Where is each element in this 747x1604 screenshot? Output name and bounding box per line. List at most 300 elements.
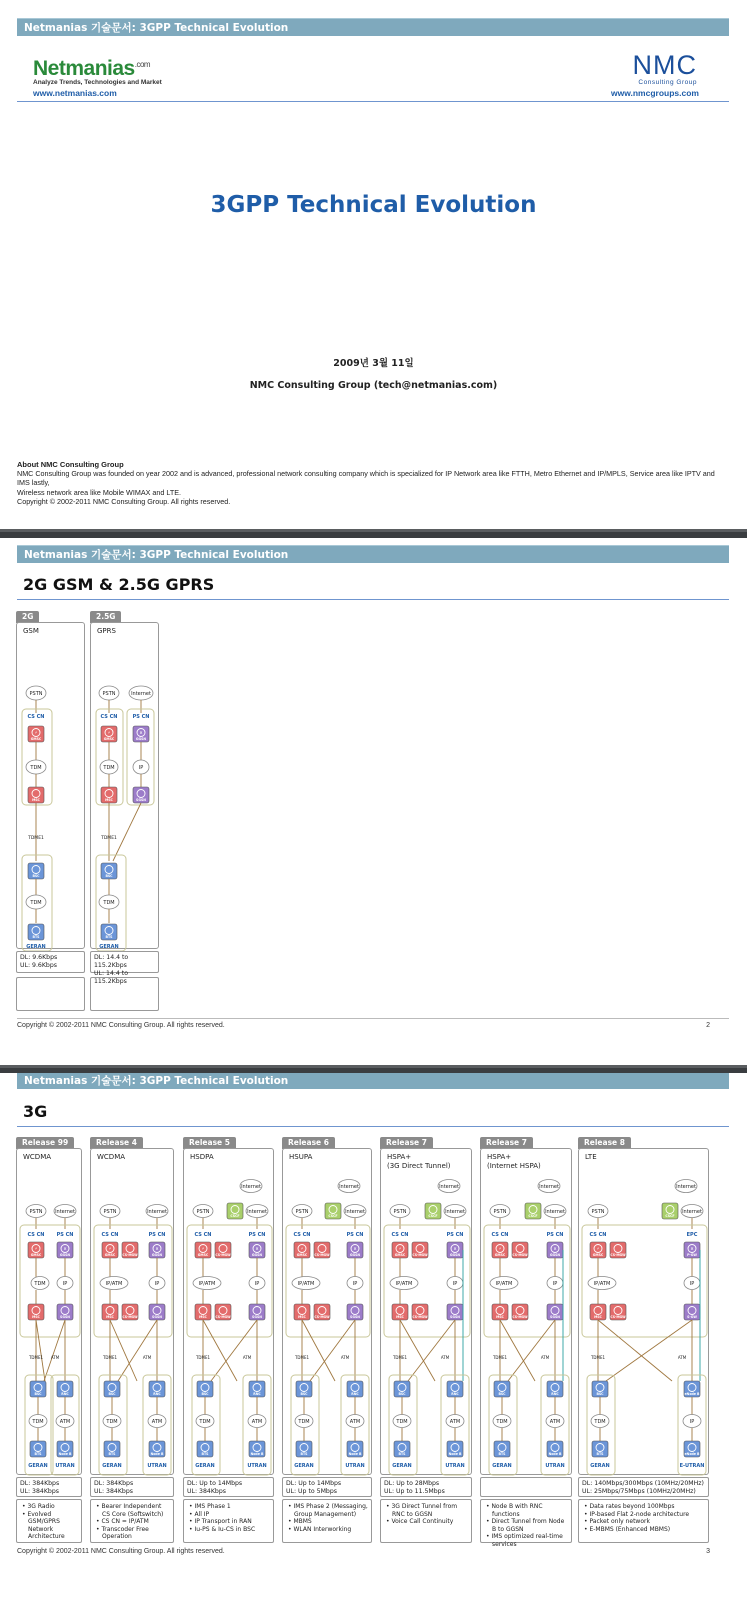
rnc-label: RNC xyxy=(253,1392,261,1396)
atm-cloud-label: ATM xyxy=(549,1419,561,1425)
feature-item: • Packet only network xyxy=(584,1518,650,1526)
header-bar: Netmanias 기술문서: 3GPP Technical Evolution xyxy=(17,1073,729,1089)
gmsc-mark: ⚡ xyxy=(34,1245,38,1251)
ggsn-label: GGSN xyxy=(251,1253,263,1257)
internet-label: Internet xyxy=(345,1209,365,1215)
ip-cloud-label: IP xyxy=(254,1281,260,1287)
gmsc-mark: ⚡ xyxy=(300,1245,304,1251)
geran-label: GERAN xyxy=(492,1463,512,1469)
cs-mgw-2-label: CS-MGW xyxy=(610,1315,626,1319)
bsc-label: BSC xyxy=(398,1392,406,1396)
technology-name: GSM xyxy=(23,627,39,635)
cs-mgw-2-label: CS-MGW xyxy=(314,1315,330,1319)
ggsn-mark: × xyxy=(553,1245,557,1251)
bsc-label: BSC xyxy=(32,874,40,878)
technology-name-line-2: (Internet HSPA) xyxy=(487,1162,541,1170)
utran-label: UTRAN xyxy=(55,1463,75,1469)
atm-cloud-label: ATM xyxy=(349,1419,361,1425)
transport-label: TDME1 xyxy=(590,1355,606,1360)
feature-item: • 3G Radio xyxy=(22,1503,55,1510)
cs-mgw-label: CS-MGW xyxy=(215,1253,231,1257)
page-gap xyxy=(0,1065,747,1068)
rnc-label: RNC xyxy=(351,1392,359,1396)
downlink-speed: DL: 384Kbps xyxy=(94,1480,134,1487)
feature-item: • Evolved GSM/GPRS Network Architecture xyxy=(22,1510,65,1541)
internet-ims-label: Internet xyxy=(439,1184,459,1190)
technology-name-line-1: WCDMA xyxy=(97,1153,126,1161)
link xyxy=(302,1320,335,1381)
sgsn-label: SGSN xyxy=(136,798,146,802)
release-column xyxy=(282,1137,372,1543)
logo-suffix: .com xyxy=(134,60,151,69)
about-line-2: Wireless network area like Mobile WIMAX and LTE. xyxy=(17,487,182,497)
ps-core-label: PS CN xyxy=(148,1232,166,1238)
diagram-panel xyxy=(16,1148,82,1475)
bsc-label: BSC xyxy=(498,1392,506,1396)
geran-label: GERAN xyxy=(392,1463,412,1469)
tdm-cloud-label: TDM xyxy=(106,1419,118,1425)
footer-copyright: Copyright © 2002-2011 NMC Consulting Group. All rights reserved. xyxy=(17,1022,225,1029)
cs-core-label: CS CN xyxy=(589,1232,607,1238)
about-copyright: Copyright © 2002-2011 NMC Consulting Group. All rights reserved. xyxy=(17,496,231,506)
downlink-speed: DL: Up to 14Mbps xyxy=(286,1480,342,1487)
gmsc-label: GMSC xyxy=(30,1253,42,1257)
internet-label: Internet xyxy=(445,1209,465,1215)
ip-cloud-label: IP xyxy=(689,1281,695,1287)
release-tab: Release 7 xyxy=(380,1137,433,1149)
cs-mgw-2-label: CS-MGW xyxy=(512,1315,528,1319)
bsc-label: BSC xyxy=(108,1392,116,1396)
ggsn-label: GGSN xyxy=(135,737,147,741)
diagram-panel xyxy=(90,1148,174,1475)
sgsn-label: SGSN xyxy=(60,1315,70,1319)
pstn-label: PSTN xyxy=(102,691,116,697)
link xyxy=(113,803,141,861)
gmsc-mark: ⚡ xyxy=(596,1245,600,1251)
release-column xyxy=(380,1137,472,1543)
release-tab: Release 99 xyxy=(16,1137,74,1149)
speed-box xyxy=(16,1477,82,1497)
msc-label: MSC xyxy=(32,1315,40,1319)
cs-mgw-2-label: CS-MGW xyxy=(412,1315,428,1319)
downlink-speed: DL: 140Mbps/300Mbps (10MHz/20MHz) xyxy=(582,1480,704,1487)
cs-mgw-label: CS-MGW xyxy=(412,1253,428,1257)
ggsn-label: GGSN xyxy=(349,1253,361,1257)
link xyxy=(211,1320,257,1381)
release-column xyxy=(183,1137,274,1543)
gmsc-mark: ⚡ xyxy=(498,1245,502,1251)
ggsn-label: P-GW xyxy=(687,1253,697,1257)
ggsn-mark: × xyxy=(63,1245,67,1251)
about-title: About NMC Consulting Group xyxy=(17,460,124,469)
release-tab: Release 8 xyxy=(578,1137,631,1149)
feature-box xyxy=(90,977,159,1011)
transport-label-2: ATM xyxy=(677,1355,687,1360)
cscf-label: CSCF xyxy=(230,1214,240,1218)
bts-label: BTS xyxy=(108,1452,116,1456)
atm-cloud-label: ATM xyxy=(449,1419,461,1425)
cs-transport-label: IP/ATM xyxy=(495,1281,513,1287)
msc-label: MSC xyxy=(32,798,40,802)
internet-ims-label: Internet xyxy=(339,1184,359,1190)
tdm-cloud-2-label: TDM xyxy=(30,900,42,906)
transport-label-2: ATM xyxy=(242,1355,252,1360)
internet-label: Internet xyxy=(147,1209,167,1215)
nmc-url[interactable]: www.nmcgroups.com xyxy=(610,88,699,98)
pstn-label: PSTN xyxy=(196,1209,210,1215)
utran-label: E-UTRAN xyxy=(679,1463,705,1469)
feature-item: • MBMS xyxy=(288,1518,312,1526)
downlink-speed: DL: Up to 14Mbps xyxy=(187,1480,243,1487)
utran-label: UTRAN xyxy=(247,1463,267,1469)
gmsc-mark: ⚡ xyxy=(398,1245,402,1251)
bsc-label: BSC xyxy=(201,1392,209,1396)
pstn-label: PSTN xyxy=(295,1209,309,1215)
ps-core-label: PS CN xyxy=(446,1232,464,1238)
cs-mgw-label: CS-MGW xyxy=(512,1253,528,1257)
link xyxy=(400,1320,435,1381)
uplink-speed: UL: 384Kbps xyxy=(20,1488,59,1495)
sgsn-label: SGSN xyxy=(550,1315,560,1319)
feature-box xyxy=(282,1499,372,1543)
feature-item: • IP Transport in RAN xyxy=(189,1518,252,1526)
cs-transport-label: IP/ATM xyxy=(297,1281,315,1287)
feature-item: • IMS optimized real-time services xyxy=(486,1533,563,1548)
cscf-label: CSCF xyxy=(528,1214,538,1218)
header-bar: Netmanias 기술문서: 3GPP Technical Evolution xyxy=(17,545,729,563)
feature-item: • Voice Call Continuity xyxy=(386,1518,454,1526)
utran-label: UTRAN xyxy=(147,1463,167,1469)
technology-name: GPRS xyxy=(97,627,116,635)
gmsc-mark: ⚡ xyxy=(34,729,38,735)
logo-tagline: Analyze Trends, Technologies and Market xyxy=(33,79,162,86)
diagram-panel xyxy=(90,622,159,949)
uplink-speed: UL: Up to 11.5Mbps xyxy=(384,1488,445,1495)
ip-cloud-label: IP xyxy=(62,1281,68,1287)
feature-box xyxy=(480,1499,572,1548)
cs-core-label: CS CN xyxy=(194,1232,212,1238)
tdm-cloud-label: TDM xyxy=(298,1419,310,1425)
bts-label: BTS xyxy=(105,935,113,939)
ps-core-label: PS CN xyxy=(132,714,150,720)
geran-label: GERAN xyxy=(195,1463,215,1469)
atm-cloud-label: ATM xyxy=(151,1419,163,1425)
about-line-1: NMC Consulting Group was founded on year 2002 and is advanced, professional network consulting company which is specialized for IP Network area like FTTH, Metro Ethernet and IP/MPLS, Service area like IPTV and IMS lastly, xyxy=(17,469,715,488)
feature-box xyxy=(90,1499,174,1543)
technology-name-line-2: (3G Direct Tunnel) xyxy=(387,1162,451,1170)
internet-ims-label: Internet xyxy=(539,1184,559,1190)
gmsc-label: GMSC xyxy=(296,1253,308,1257)
feature-box xyxy=(16,1499,82,1543)
ran-label: GERAN xyxy=(26,944,46,950)
speed-box xyxy=(90,951,159,985)
internet-label: Internet xyxy=(131,691,151,697)
cs-transport-label: IP/ATM xyxy=(198,1281,216,1287)
uplink-speed: UL: Up to 5Mbps xyxy=(286,1488,337,1495)
link xyxy=(310,1320,355,1381)
speed-box xyxy=(282,1477,372,1497)
geran-label: GERAN xyxy=(102,1463,122,1469)
uplink-speed: UL: 14.4 to 115.2Kbps xyxy=(94,970,128,985)
network-diagram xyxy=(91,623,161,963)
transport-label-2: ATM xyxy=(440,1355,450,1360)
cs-mgw-label: CS-MGW xyxy=(610,1253,626,1257)
feature-box xyxy=(380,1499,472,1543)
transport-label: TDME1 xyxy=(294,1355,310,1360)
release-column xyxy=(90,1137,174,1543)
bts-label: BTS xyxy=(201,1452,209,1456)
transport-label: TDME1 xyxy=(195,1355,211,1360)
feature-box xyxy=(578,1499,709,1543)
divider xyxy=(17,101,729,102)
ip-cloud-label: IP xyxy=(154,1281,160,1287)
cs-mgw-2-label: CS-MGW xyxy=(215,1315,231,1319)
cs-core-label: CS CN xyxy=(27,1232,45,1238)
page-3 xyxy=(0,1073,747,1604)
tdm-cloud-2-label: TDM xyxy=(103,900,115,906)
netmanias-logo xyxy=(33,57,162,86)
uplink-speed: UL: 9.6Kbps xyxy=(20,962,58,969)
cs-transport-label: IP/ATM xyxy=(593,1281,611,1287)
node-b-label: Node B xyxy=(150,1452,164,1456)
atm-cloud-label: IP xyxy=(689,1419,695,1425)
generation-tab: 2G xyxy=(16,611,39,623)
sgsn-label: SGSN xyxy=(450,1315,460,1319)
sgsn-label: S-GW xyxy=(687,1315,697,1319)
transport-label-2: ATM xyxy=(142,1355,152,1360)
network-diagram xyxy=(381,1149,473,1485)
cs-mgw-label: CS-MGW xyxy=(122,1253,138,1257)
gmsc-label: GMSC xyxy=(30,737,42,741)
network-diagram xyxy=(283,1149,373,1485)
bts-label: BTS xyxy=(34,1452,42,1456)
msc-label: MSC xyxy=(396,1315,404,1319)
ps-core-label: PS CN xyxy=(56,1232,74,1238)
technology-name-line-1: HSDPA xyxy=(190,1153,214,1161)
feature-item: • CS CN = IP/ATM xyxy=(96,1518,149,1526)
speed-box xyxy=(16,951,85,973)
ggsn-label: GGSN xyxy=(151,1253,163,1257)
release-column xyxy=(578,1137,709,1543)
msc-label: MSC xyxy=(106,1315,114,1319)
pstn-label: PSTN xyxy=(103,1209,117,1215)
cs-core-label: CS CN xyxy=(101,1232,119,1238)
transport-label: TDME1 xyxy=(102,1355,118,1360)
footer-copyright: Copyright © 2002-2011 NMC Consulting Group. All rights reserved. xyxy=(17,1548,225,1555)
node-b-label: Node B xyxy=(250,1452,264,1456)
transport-label: TDME1 xyxy=(392,1355,408,1360)
sgsn-label: SGSN xyxy=(252,1315,262,1319)
internet-ims-label: Internet xyxy=(676,1184,696,1190)
network-diagram xyxy=(91,1149,175,1485)
release-column xyxy=(16,1137,82,1543)
cs-core-label: CS CN xyxy=(100,714,118,720)
gmsc-label: GMSC xyxy=(104,1253,116,1257)
ggsn-label: GGSN xyxy=(59,1253,71,1257)
cs-transport-label: IP/ATM xyxy=(105,1281,123,1287)
logo-text: Netmanias xyxy=(33,57,135,80)
link xyxy=(500,1320,535,1381)
speed-box xyxy=(380,1477,472,1497)
feature-item: • IMS Phase 1 xyxy=(189,1503,231,1510)
feature-item: • Transcoder Free Operation xyxy=(96,1525,149,1541)
release-column xyxy=(480,1137,572,1548)
speed-box xyxy=(578,1477,709,1497)
nmc-logo-text: NMC xyxy=(632,50,697,80)
transport-label-2: ATM xyxy=(540,1355,550,1360)
pstn-label: PSTN xyxy=(393,1209,407,1215)
downlink-speed: DL: 14.4 to 115.2Kbps xyxy=(94,954,129,969)
technology-name-line-1: HSPA+ xyxy=(387,1153,412,1161)
network-diagram xyxy=(184,1149,275,1485)
nmc-logo-sub: Consulting Group xyxy=(638,79,697,86)
internet-label: Internet xyxy=(55,1209,75,1215)
document-title: 3GPP Technical Evolution xyxy=(210,192,537,218)
ran-label: GERAN xyxy=(99,944,119,950)
feature-item: • Bearer Independent CS Core (Softswitch) xyxy=(96,1503,164,1518)
document-date: 2009년 3월 11일 xyxy=(333,358,414,369)
sgsn-label: SGSN xyxy=(152,1315,162,1319)
msc-label: MSC xyxy=(298,1315,306,1319)
network-diagram xyxy=(579,1149,710,1485)
tdm-cloud-label: TDM xyxy=(199,1419,211,1425)
ps-core-label: PS CN xyxy=(346,1232,364,1238)
rnc-label: eNode B xyxy=(684,1392,700,1396)
page-number: 2 xyxy=(706,1022,710,1029)
ggsn-mark: × xyxy=(690,1245,694,1251)
pstn-label: PSTN xyxy=(591,1209,605,1215)
tdm-e1-label: TDME1 xyxy=(101,836,117,841)
bts-label: BTS xyxy=(300,1452,308,1456)
gmsc-mark: ⚡ xyxy=(108,1245,112,1251)
speed-box xyxy=(480,1477,572,1497)
ip-cloud-label: IP xyxy=(552,1281,558,1287)
ggsn-label: GGSN xyxy=(449,1253,461,1257)
ggsn-mark: × xyxy=(139,729,143,735)
cs-core-label: CS CN xyxy=(293,1232,311,1238)
gmsc-label: GMSC xyxy=(592,1253,604,1257)
gmsc-mark: ⚡ xyxy=(107,729,111,735)
section-title: 2G GSM & 2.5G GPRS xyxy=(23,575,215,594)
ggsn-mark: × xyxy=(255,1245,259,1251)
ggsn-mark: × xyxy=(353,1245,357,1251)
bts-label: BTS xyxy=(498,1452,506,1456)
header-bar: Netmanias 기술문서: 3GPP Technical Evolution xyxy=(17,18,729,36)
geran-label: GERAN xyxy=(590,1463,610,1469)
link xyxy=(508,1320,555,1381)
release-tab: Release 7 xyxy=(480,1137,533,1149)
geran-label: GERAN xyxy=(28,1463,48,1469)
bsc-label: BSC xyxy=(596,1392,604,1396)
generation-column xyxy=(90,611,160,1011)
rnc-label: RNC xyxy=(61,1392,69,1396)
gmsc-label: GMSC xyxy=(197,1253,209,1257)
msc-label: MSC xyxy=(496,1315,504,1319)
technology-name-line-1: LTE xyxy=(585,1153,597,1161)
node-b-label: Node B xyxy=(548,1452,562,1456)
downlink-speed: DL: 384Kbps xyxy=(20,1480,60,1487)
divider xyxy=(17,1126,729,1127)
cs-mgw-label: CS-MGW xyxy=(314,1253,330,1257)
netmanias-url[interactable]: www.netmanias.com xyxy=(33,88,117,98)
transport-label: TDME1 xyxy=(28,1355,44,1360)
feature-item: • Node B with RNC functions xyxy=(486,1503,543,1518)
diagram-panel xyxy=(380,1148,472,1475)
uplink-speed: UL: 25Mbps/75Mbps (10MHz/20MHz) xyxy=(582,1488,696,1495)
link xyxy=(44,1320,65,1381)
downlink-speed: DL: 9.6Kbps xyxy=(20,954,58,961)
ps-core-label: PS CN xyxy=(248,1232,266,1238)
feature-item: • Data rates beyond 100Mbps xyxy=(584,1503,675,1510)
pstn-label: PSTN xyxy=(493,1209,507,1215)
cs-core-label: CS CN xyxy=(27,714,45,720)
footer-rule xyxy=(17,1018,729,1019)
internet-label: Internet xyxy=(247,1209,267,1215)
technology-name-line-1: WCDMA xyxy=(23,1153,52,1161)
page-1 xyxy=(0,0,747,529)
ip-cloud-label: IP xyxy=(352,1281,358,1287)
utran-label: UTRAN xyxy=(545,1463,565,1469)
cs-core-label: CS CN xyxy=(391,1232,409,1238)
link xyxy=(408,1320,455,1381)
bts-label: BTS xyxy=(32,935,40,939)
diagram-panel xyxy=(16,622,85,949)
feature-item: • IP-based Flat 2-node architecture xyxy=(584,1510,690,1518)
ip-cloud-label: IP xyxy=(452,1281,458,1287)
technology-name-line-1: HSPA+ xyxy=(487,1153,512,1161)
node-b-label: Node B xyxy=(448,1452,462,1456)
gmsc-label: GMSC xyxy=(103,737,115,741)
tdm-cloud-label: TDM xyxy=(32,1419,44,1425)
rnc-label: RNC xyxy=(153,1392,161,1396)
internet-label: Internet xyxy=(682,1209,702,1215)
tdm-cloud-label: TDM xyxy=(103,765,115,771)
feature-item: • Iu-PS & Iu-CS in BSC xyxy=(189,1525,256,1533)
ps-core-label: PS CN xyxy=(546,1232,564,1238)
technology-name-line-1: HSUPA xyxy=(289,1153,313,1161)
page-number: 3 xyxy=(706,1548,710,1555)
rnc-label: RNC xyxy=(451,1392,459,1396)
generation-tab: 2.5G xyxy=(90,611,121,623)
feature-box xyxy=(16,977,85,1011)
tdm-cloud-label: TDM xyxy=(594,1419,606,1425)
link xyxy=(598,1320,672,1381)
cscf-label: CSCF xyxy=(328,1214,338,1218)
rnc-label: RNC xyxy=(551,1392,559,1396)
bsc-label: BSC xyxy=(105,874,113,878)
internet-label: Internet xyxy=(545,1209,565,1215)
ggsn-label: GGSN xyxy=(549,1253,561,1257)
sgsn-label: SGSN xyxy=(350,1315,360,1319)
utran-label: UTRAN xyxy=(445,1463,465,1469)
feature-item: • Direct Tunnel from Node B to GGSN xyxy=(486,1518,565,1533)
diagram-panel xyxy=(578,1148,709,1475)
geran-label: GERAN xyxy=(294,1463,314,1469)
generation-column xyxy=(16,611,86,1011)
speed-box xyxy=(90,1477,174,1497)
feature-item: • WLAN Interworking xyxy=(288,1525,352,1533)
node-b-label: Node B xyxy=(58,1452,72,1456)
document-author: NMC Consulting Group (tech@netmanias.com) xyxy=(249,380,498,391)
feature-item: • IMS Phase 2 (Messaging, Group Management) xyxy=(288,1503,368,1518)
diagram-panel xyxy=(480,1148,572,1475)
gmsc-label: GMSC xyxy=(494,1253,506,1257)
feature-box xyxy=(183,1499,274,1543)
cs-core-label: CS CN xyxy=(491,1232,509,1238)
cscf-label: CSCF xyxy=(428,1214,438,1218)
bsc-label: BSC xyxy=(34,1392,42,1396)
transport-label-2: ATM xyxy=(340,1355,350,1360)
